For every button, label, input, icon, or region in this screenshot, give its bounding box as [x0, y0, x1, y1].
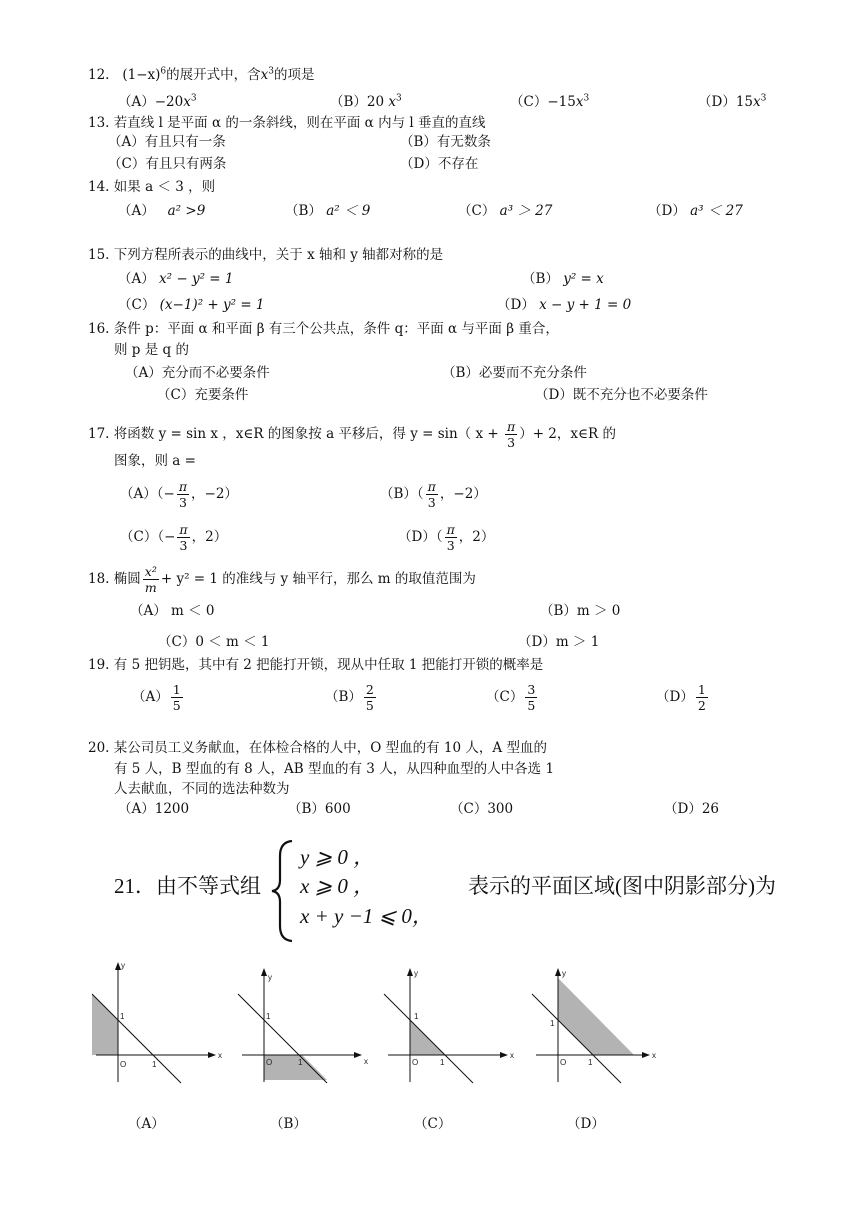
graph-c-x-label: x	[510, 1051, 514, 1060]
graph-a-tick-x: 1	[152, 1060, 157, 1069]
q17-stem: 17. 将函数 y = sin x ，x∈R 的图象按 a 平移后，得 y = sin（ x + $\frac{\pi}{3}$ ）+ 2，x∈R 的	[88, 419, 616, 450]
graph-b-x-arrow	[354, 1052, 362, 1058]
q15-option-b[interactable]: （B） y² = x	[522, 271, 604, 287]
q12-exponent: 6	[160, 66, 167, 77]
q12-number: 12.	[88, 67, 110, 83]
q15-option-a[interactable]: （A） x² − y² = 1	[118, 271, 234, 287]
q12-text-a: 的展开式中，含	[166, 67, 261, 83]
q20-option-a[interactable]: （A）1200	[118, 801, 190, 817]
q19-option-a[interactable]: （A） $\frac{1}{5}$	[132, 682, 181, 713]
graph-d-y-arrow	[555, 968, 561, 976]
graph-c-tick-x: 1	[440, 1058, 445, 1067]
graph-c-tick-y: 1	[414, 1012, 419, 1021]
q14-option-a[interactable]: （A） a² >9	[118, 203, 206, 219]
q20-stem: 20. 某公司员工义务献血，在体检合格的人中，O 型血的有 10 人，A 型血的	[88, 740, 547, 756]
q13-stem: 13. 若直线 l 是平面 α 的一条斜线，则在平面 α 内与 l 垂直的直线	[88, 115, 486, 131]
q17-option-c[interactable]: （C）（− $\frac{\pi}{3}$ ，2）	[120, 522, 228, 553]
graph-caption-c[interactable]: （C）	[414, 1116, 452, 1132]
q16-stem: 16. 条件 p：平面 α 和平面 β 有三个公共点，条件 q：平面 α 与平面 β 重合，	[88, 321, 559, 337]
graph-option-b[interactable]	[232, 958, 372, 1088]
q13-option-b[interactable]: （B）有无数条	[400, 134, 491, 150]
q12-text-b: 的项是	[274, 67, 315, 83]
q16-stem-line2: 则 p 是 q 的	[114, 342, 189, 358]
graph-option-c[interactable]	[378, 958, 518, 1088]
graph-caption-a[interactable]: （A）	[128, 1116, 165, 1132]
q14-option-c[interactable]: （C） a³ ＞ 27	[458, 203, 553, 219]
graph-option-d[interactable]	[526, 958, 666, 1088]
q19-option-d[interactable]: （D） $\frac{1}{2}$	[656, 682, 706, 713]
graph-a-y-label: y	[121, 961, 125, 970]
graph-d-tick-x: 1	[588, 1058, 593, 1067]
graph-d-origin-label: O	[560, 1058, 567, 1067]
q21-ineq-3: x + y −1 ⩽ 0，	[300, 904, 433, 928]
graph-b-tick-y: 1	[266, 1012, 271, 1021]
graph-d-x-arrow	[642, 1052, 650, 1058]
graph-a-origin-label: O	[120, 1060, 127, 1069]
q20-option-b[interactable]: （B）600	[288, 801, 351, 817]
q12-stem	[88, 66, 315, 84]
graph-caption-d[interactable]: （D）	[567, 1116, 605, 1132]
graph-caption-b[interactable]: （B）	[270, 1116, 307, 1132]
q21-tail: 表示的平面区域(图中阴影部分)为	[468, 874, 776, 898]
q21-lead: 21．由不等式组	[114, 874, 261, 898]
q18-option-d[interactable]: （D）m ＞ 1	[518, 634, 600, 650]
graph-b-y-arrow	[261, 968, 267, 976]
q15-stem: 15. 下列方程所表示的曲线中，关于 x 轴和 y 轴都对称的是	[88, 247, 444, 263]
graph-b-shaded-region	[264, 1055, 327, 1080]
q16-option-b[interactable]: （B）必要而不充分条件	[442, 365, 587, 381]
q20-option-d[interactable]: （D）26	[664, 801, 720, 817]
q12-binomial: (1−x)	[122, 67, 161, 83]
graph-c-y-label: y	[414, 969, 418, 978]
graph-a-x-label: x	[218, 1051, 222, 1060]
graph-d-shaded-region	[558, 978, 634, 1055]
q17-option-a[interactable]: （A）（− $\frac{\pi}{3}$ ，−2）	[120, 479, 238, 510]
graph-b-origin-label: O	[266, 1058, 273, 1067]
q14-stem: 14. 如果 a ＜ 3 ，则	[88, 179, 216, 195]
q12-option-d[interactable]: $(D)15x^3$	[698, 93, 767, 110]
q20-option-c[interactable]: （C）300	[450, 801, 514, 817]
q14-option-b[interactable]: （B） a² ＜ 9	[285, 203, 371, 219]
q12-exp3: 3	[268, 66, 275, 77]
graph-c-origin-label: O	[412, 1058, 419, 1067]
q17-option-b[interactable]: （B）（ $\frac{\pi}{3}$ ，−2）	[380, 479, 487, 510]
q21-ineq-1: y ⩾ 0 ，	[300, 845, 375, 869]
q17-pi-over-3: $\frac{\pi}{3}$	[506, 419, 516, 450]
q14-option-d[interactable]: （D） a³ ＜ 27	[648, 203, 743, 219]
graph-d-x-label: x	[652, 1051, 656, 1060]
graph-b-x-label: x	[364, 1057, 368, 1066]
graph-a-shaded-region	[92, 994, 118, 1055]
graph-c-boundary-line	[384, 994, 473, 1083]
q13-option-d[interactable]: （D）不存在	[400, 156, 479, 172]
q18-fraction: $\frac{\text{x²}}{m}$	[144, 564, 157, 595]
q16-option-c[interactable]: （C）充要条件	[157, 387, 249, 403]
q17-option-d[interactable]: （D）（ $\frac{\pi}{3}$ ，2）	[398, 522, 495, 553]
q19-stem: 19. 有 5 把钥匙，其中有 2 把能打开锁，现从中任取 1 把能打开锁的概率是	[88, 657, 544, 673]
q16-option-d[interactable]: （D）既不充分也不必要条件	[535, 387, 708, 403]
graph-d-tick-y: 1	[550, 1019, 555, 1028]
q20-stem-line3: 人去献血，不同的选法种数为	[114, 781, 290, 797]
q15-option-d[interactable]: （D） x − y + 1 = 0	[497, 297, 632, 313]
q17-stem-line2: 图象，则 a =	[114, 453, 196, 469]
graph-c-x-arrow	[500, 1052, 508, 1058]
q12-option-b[interactable]: （B）20 $x^3$	[330, 93, 402, 110]
graph-a-tick-y: 1	[120, 1012, 125, 1021]
q12-var: x	[260, 67, 269, 83]
q21-brace	[268, 838, 298, 944]
q18-option-b[interactable]: （B）m ＞ 0	[540, 603, 621, 619]
q21-ineq-2: x ⩾ 0 ，	[300, 874, 375, 898]
q12-option-a[interactable]: $(A)-20x^3$	[118, 93, 197, 110]
q19-option-c[interactable]: （C） $\frac{3}{5}$	[486, 682, 536, 713]
graph-d-y-label: y	[562, 969, 566, 978]
q19-option-b[interactable]: （B） $\frac{2}{5}$	[325, 682, 374, 713]
graph-b-y-label: y	[268, 973, 272, 982]
q18-option-c[interactable]: （C）0 ＜ m ＜ 1	[158, 634, 270, 650]
q13-option-c[interactable]: （C）有且只有两条	[108, 156, 227, 172]
q18-stem: 18. 椭圆 $\frac{\text{x²}}{m}$ + y² = 1 的准线与 y 轴平行，那么 m 的取值范围为	[88, 564, 476, 595]
q16-option-a[interactable]: （A）充分而不必要条件	[125, 365, 270, 381]
graph-option-a[interactable]	[86, 958, 226, 1088]
q13-option-a[interactable]: （A）有且只有一条	[108, 134, 226, 150]
q15-option-c[interactable]: （C） (x−1)² + y² = 1	[118, 297, 265, 313]
q12-option-c[interactable]: $(C)-15x^3$	[510, 93, 590, 110]
graph-a-x-arrow	[208, 1052, 216, 1058]
graph-c-y-arrow	[407, 968, 413, 976]
graph-b-tick-x: 1	[298, 1058, 303, 1067]
q18-option-a[interactable]: （A） m ＜ 0	[130, 603, 215, 619]
q20-stem-line2: 有 5 人，B 型血的有 8 人，AB 型血的有 3 人，从四种血型的人中各选 1	[114, 761, 555, 777]
